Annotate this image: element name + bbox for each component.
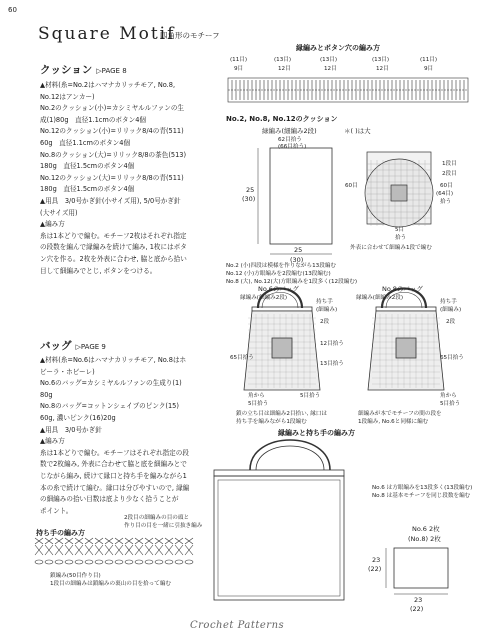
- bag8-corner: 角から: [440, 393, 457, 399]
- chain-stitch: [165, 560, 173, 564]
- edging-count-no8: (11目): [230, 57, 248, 63]
- bag6-note2: 持ち手を編みながら1段編む: [236, 419, 307, 425]
- bag8-corner2: 5目拾う: [440, 401, 461, 407]
- edging-count-no2: 9目: [234, 66, 244, 72]
- cushion-top-count2: (66目拾う): [278, 144, 307, 150]
- cushion-note-line: No.8 (大), No.12(大)方眼編みを1段多く(12段編む): [226, 279, 358, 285]
- chain-stitch: [115, 560, 123, 564]
- bag6-mid2: 13目拾う: [320, 361, 344, 367]
- chain-stitch: [75, 560, 83, 564]
- handle-chart-title: 持ち手の編み方: [36, 529, 85, 537]
- bag-shape-notes: [372, 484, 472, 500]
- cushion-instruction-line: ン穴を作る。2枚を外表に合わせ, 脇と底から拾い: [40, 254, 187, 263]
- bag-shape-title: 縁編みと持ち手の編み方: [278, 429, 355, 437]
- bag-instruction-line: の細編みの拾い目数は底より少なく拾うことが: [40, 495, 179, 504]
- cushion-instruction-line: 成(1)80g 直径1.1cmのボタン4個: [40, 115, 146, 124]
- cushion-instruction-line: 目して細編みでとじ, ボタンをつける。: [40, 266, 157, 275]
- spec-label2: (No.8): [408, 535, 428, 543]
- cushion-note-line: No.12 (小)方眼編みを2段編む(13段編む): [226, 271, 331, 277]
- cushion-diagram-label: No.2, No.8, No.12のクッション: [226, 115, 338, 123]
- chain-stitch: [65, 560, 73, 564]
- bag-instruction-line: 糸は1本どりで編む。モチーフはそれぞれ指定の段: [40, 448, 189, 457]
- chain-stitch: [125, 560, 133, 564]
- cushion-instruction-line: ▲材料(糸=No.2はハマナカリッチモア, No.8,: [40, 81, 176, 89]
- cushion-edge-note: 緑編み(細編み2段): [262, 127, 317, 135]
- cushion-heading-text: クッション: [40, 64, 93, 76]
- cushion-page-ref: ▷PAGE 8: [96, 67, 127, 75]
- bag-heading-text: バッグ: [40, 340, 72, 352]
- edging-count-no8: (13目): [320, 57, 338, 63]
- chain-stitch: [35, 560, 43, 564]
- bag6-corner: 角から: [248, 393, 265, 399]
- cushion-instruction-line: の段数を編んで縁編みを続けて編み, 1枚にはボタ: [40, 243, 187, 252]
- bag-instruction-line: 60g, 濃いピンク(16)20g: [40, 413, 116, 422]
- chain-stitch: [135, 560, 143, 564]
- edging-chart-title: 縁編みとボタン穴の編み方: [296, 44, 380, 52]
- square-spec-width: 23: [414, 596, 423, 604]
- square-spec-diagram: [386, 548, 448, 594]
- cushion-instruction-line: No.8のクッション(大)=リリック8/8の茶色(513): [40, 150, 187, 159]
- cushion-width2: (30): [290, 256, 304, 264]
- cushion-instruction-line: 180g 直径1.5cmのボタン4個: [40, 185, 135, 194]
- bag6-diagram: [244, 289, 320, 391]
- cushion-motif: [365, 152, 433, 227]
- bag8-handle: 持ち手: [440, 299, 457, 305]
- square-spec-label2: [408, 534, 441, 543]
- edging-count-no2: 9目: [424, 66, 434, 72]
- chain-stitch: [105, 560, 113, 564]
- bag8-note: 細編みが本でモチーフの間の段を: [358, 411, 442, 417]
- bag-instruction-line: 本の糸で続けて編む。縁口は分びやすいので, 縁編: [40, 483, 190, 492]
- chain-stitch: [45, 560, 53, 564]
- square-spec-height: 23: [372, 556, 381, 564]
- bag8-handle2: (細編み): [440, 307, 462, 313]
- handle-note3: 鎖編み(50目作り目): [50, 573, 101, 579]
- bag-instruction-line: ビーラ・ホビーレ): [40, 367, 95, 376]
- square-spec-label1: [412, 524, 440, 533]
- bag8-rows2: 2段: [446, 319, 456, 325]
- bag6-note: 鎖の立ち目は細編み2目拾い, 縁口は: [236, 411, 328, 417]
- cushion-instruction-line: No.2のクッション(小)=カシミヤルルファンの生: [40, 104, 185, 113]
- bag-instruction-line: 数で2枚編み, 外表に合わせて脇と底を細編みとで: [40, 460, 187, 469]
- bag-instruction-line: No.8のバッグ=コットンシェイプのピンク(15): [40, 402, 179, 411]
- bag6-count65: 65目拾う: [230, 355, 254, 361]
- edging-count-no8: (13目): [372, 57, 390, 63]
- bag8-diagram: [368, 289, 444, 391]
- bag-instruction-line: じながら編み, 続けて縁口と持ち手を編みながら1: [40, 471, 187, 480]
- cushion-instruction-line: No.12のクッション(小)=リリック8/4の青(511): [40, 127, 184, 136]
- edging-chart: [228, 78, 468, 102]
- bag6-rows2: 2段: [320, 319, 330, 325]
- cushion-height: 25: [246, 186, 255, 194]
- cushion-side-count: 60目: [440, 183, 453, 189]
- cushion-width: 25: [294, 246, 303, 254]
- cushion-note-line: No.2 (小)四段は模様を作りながら13段編む: [226, 263, 337, 269]
- bag6-corner2: 5目拾う: [248, 401, 269, 407]
- spec-label1: No.6: [412, 525, 427, 533]
- bag-page-ref: ▷PAGE 9: [75, 343, 106, 351]
- bag8-edge: 縁編み(細編み2段): [356, 295, 404, 301]
- cushion-side-count-left: 60目: [345, 183, 358, 189]
- handle-note4: 1段目の細編みは鎖編みの裏山の目を拾って編む: [50, 581, 172, 587]
- cushion-height2: (30): [242, 195, 256, 203]
- edging-count-no8: (11目): [420, 57, 438, 63]
- chain-stitch: [155, 560, 163, 564]
- cushion-side-count3: 拾う: [440, 199, 452, 205]
- bag-instruction-line: ▲編み方: [40, 437, 65, 446]
- cushion-instruction-line: 糸は1本どりで編む。モチーフ2枚はそれぞれ指定: [40, 231, 187, 240]
- edging-count-no8: (13目): [274, 57, 292, 63]
- cushion-instruction-line: No.12はアンカー): [40, 92, 95, 101]
- bag6-mid: 12目拾う: [320, 341, 344, 347]
- spec-qty1: 2枚: [429, 525, 440, 533]
- cushion-side-count2: (64目): [436, 191, 454, 197]
- bag6-handle2: (細編み): [316, 307, 338, 313]
- top-count: 62目拾う: [278, 137, 302, 143]
- cushion-rows2: 2段目: [442, 171, 457, 177]
- bag-shape-diagram: [214, 440, 344, 600]
- watermark: Crochet Patterns: [190, 620, 285, 631]
- cushion-rows1: 1段目: [442, 161, 457, 167]
- bag6-side: 5目拾う: [300, 393, 321, 399]
- chain-stitch: [85, 560, 93, 564]
- bag8-note2: 1段編み, No.6と同様に編む: [358, 419, 429, 425]
- edging-count-no2: 12目: [376, 66, 389, 72]
- chain-stitch: [55, 560, 63, 564]
- bag-instruction-line: No.6のバッグ=カシミヤルルファンの生成り(1): [40, 379, 182, 388]
- page-title: Square Motif: [38, 24, 176, 44]
- square-spec-height2: (22): [368, 565, 382, 573]
- bag8-count65: 65目拾う: [440, 355, 464, 361]
- bag6-edge: 縁編み(細編み2段): [240, 295, 288, 301]
- chain-stitch: [185, 560, 193, 564]
- chain-stitch: [175, 560, 183, 564]
- cushion-instruction-line: ▲編み方: [40, 220, 65, 229]
- cushion-front-square: [258, 148, 332, 254]
- chain-stitch: [95, 560, 103, 564]
- bag-shape-note-line: No.8 は基本モチーフを同じ段数を編む: [372, 493, 471, 499]
- edging-count-no2: 12目: [324, 66, 337, 72]
- bag-shape-note-line: No.6 は方眼編みを13段多く(13段編む): [372, 485, 473, 491]
- cushion-legend: ＊( )は大: [344, 127, 371, 135]
- cushion-instruction-line: No.12のクッション(大)=リリック8/8の青(511): [40, 173, 184, 182]
- bag-instruction-line: ポイント。: [40, 506, 73, 515]
- cushion-instruction-line: (大サイズ用): [40, 208, 78, 217]
- bag-instruction-line: ▲用具 3/0号かぎ針: [40, 425, 102, 434]
- page-number: 60: [8, 6, 17, 14]
- cushion-close-note: 外表に合わせて細編み1段で編む: [350, 245, 432, 251]
- bag6-label: No.6のバッグ: [258, 285, 299, 293]
- chain-stitch: [145, 560, 153, 564]
- cushion-instruction-line: 180g 直径1.5cmのボタン4個: [40, 162, 135, 171]
- cushion-mid-count2: 拾う: [395, 235, 407, 241]
- bag-instruction-line: ▲材料(糸=No.6はハマナカリッチモア, No.8はホ: [40, 356, 187, 364]
- cushion-mid-count: 5目: [395, 227, 405, 233]
- cushion-notes: [226, 262, 357, 286]
- bag6-handle: 持ち手: [316, 299, 333, 305]
- spec-qty2: 2枚: [430, 535, 441, 543]
- handle-chart: [35, 538, 193, 564]
- bag8-label: No.8のバッグ: [382, 285, 423, 293]
- square-spec-width2: (22): [410, 605, 424, 613]
- handle-note1: 2段目の細編みの目の頭と: [124, 515, 190, 521]
- page-subtitle: 四角形のモチーフ: [160, 31, 220, 40]
- cushion-instruction-line: ▲用具 3/0号かぎ針(小サイズ用), 5/0号かぎ針: [40, 196, 181, 205]
- cushion-instruction-line: 60g 直径1.1cmのボタン4個: [40, 138, 131, 147]
- edging-count-no2: 12目: [278, 66, 291, 72]
- bag-instruction-line: 80g: [40, 390, 53, 399]
- handle-note2: 作り目の目を一緒に引抜き編み: [124, 523, 203, 529]
